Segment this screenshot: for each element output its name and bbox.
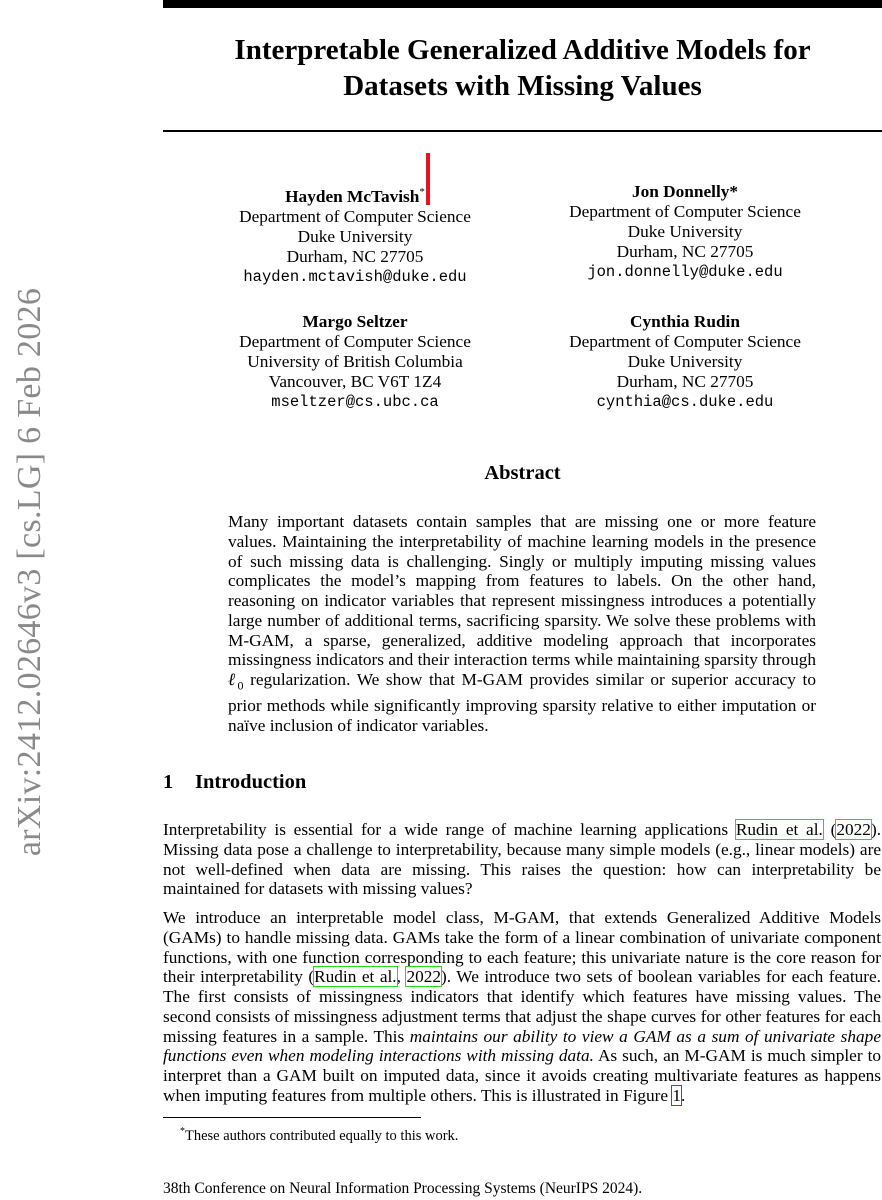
author-inst: Duke University	[297, 226, 413, 246]
top-rule	[163, 0, 882, 8]
author-email: hayden.mctavish@duke.edu	[243, 267, 467, 286]
author-block	[515, 312, 855, 412]
author-name: Hayden McTavish	[285, 186, 420, 206]
ell-symbol: ℓ	[228, 670, 238, 689]
author-dept: Department of Computer Science	[239, 332, 471, 351]
author-dept: Department of Computer Science	[569, 332, 801, 351]
author-email: jon.donnelly@duke.edu	[587, 263, 783, 281]
author-addr: Durham, NC 27705	[286, 246, 424, 266]
author-addr: Vancouver, BC V6T 1Z4	[268, 372, 442, 391]
author-email: cynthia@cs.duke.edu	[596, 393, 774, 411]
author-inst: University of British Columbia	[247, 352, 463, 371]
abstract-heading: Abstract	[484, 462, 561, 484]
author-block	[185, 182, 525, 287]
introduction-body	[163, 820, 881, 1115]
author-email: mseltzer@cs.ubc.ca	[271, 393, 439, 411]
author-inst: Duke University	[627, 222, 743, 241]
author-block	[185, 312, 525, 412]
citation-year-link[interactable]: 2022	[406, 967, 442, 987]
footnote: *These authors contributed equally to this work.	[180, 1126, 459, 1144]
figure-ref-link[interactable]: 1	[672, 1085, 682, 1105]
footnote-rule	[163, 1117, 421, 1118]
author-block	[515, 182, 855, 282]
text-cursor	[426, 153, 430, 205]
author-dept: Department of Computer Science	[239, 206, 471, 226]
abstract-text: Many important datasets contain samples that are missing one or more feature values. Maintaining the interpretability of machine learning models in the presence of such missing data is challenging. Singly or multiply imputing missing values complicates the model’s mapping from features to labels. On the other hand, reasoning on indicator variables that represent missingness introduces a potentially large number of additional terms, sacrificing sparsity. We solve these problems with M-GAM, a sparse, generalized, additive modeling approach that incorporates missingness indicators and their interaction terms while maintaining sparsity through ℓ$_0$ regularization. We show that M-GAM provides similar or superior accuracy to prior methods while significantly improving sparsity relative to either imputation or naïve inclusion of indicator variables.	[228, 512, 817, 735]
author-name: Margo Seltzer	[302, 312, 408, 331]
title-rule	[163, 130, 882, 132]
section-heading: 1 Introduction	[163, 771, 307, 793]
author-dept: Department of Computer Science	[569, 202, 801, 221]
paragraph: Interpretability is essential for a wide range of machine learning applications Rudin et al. (2022). Missing data pose a challenge to interpretability, because many simple models (e.g., linear models) are not well-defined when data are missing. This raises the question: how can interpretability be maintained for datasets with missing values?	[163, 820, 882, 899]
author-addr: Durham, NC 27705	[616, 372, 754, 391]
author-addr: Durham, NC 27705	[616, 242, 754, 261]
author-inst: Duke University	[627, 352, 743, 371]
arxiv-identifier: arXiv:2412.02646v3 [cs.LG] 6 Feb 2026	[11, 287, 48, 857]
author-name: Cynthia Rudin	[630, 312, 740, 331]
citation-link[interactable]: Rudin et al.	[314, 967, 397, 987]
author-name: Jon Donnelly*	[631, 182, 739, 201]
paragraph: We introduce an interpretable model class, M-GAM, that extends Generalized Additive Models (GAMs) to handle missing data. GAMs take the form of a linear combination of univariate component functions, with one function corresponding to each feature; this univariate nature is the core reason for their interpretability (Rudin et al., 2022). We introduce two sets of boolean variables for each feature. The first consists of missingness indicators that identify which features have missing values. The second consists of missingness adjustment terms that adjust the shape curves for other features for each missing features in a sample. This maintains our ability to view a GAM as a sum of univariate shape functions even when modeling interactions with missing data. As such, an M-GAM is much simpler to interpret than a GAM built on imputed data, since it avoids creating multivariate features as happens when imputing features from multiple others. This is illustrated in Figure 1.	[163, 908, 882, 1105]
citation-link[interactable]: Rudin et al.	[735, 820, 823, 839]
conference-footer: 38th Conference on Neural Information Processing Systems (NeurIPS 2024).	[163, 1180, 643, 1197]
citation-year-link[interactable]: 2022	[836, 820, 871, 839]
equal-contribution-mark: *	[419, 186, 425, 198]
paper-title	[163, 32, 882, 104]
title-line: Datasets with Missing Values	[343, 70, 702, 102]
title-line: Interpretable Generalized Additive Models for	[234, 34, 811, 66]
